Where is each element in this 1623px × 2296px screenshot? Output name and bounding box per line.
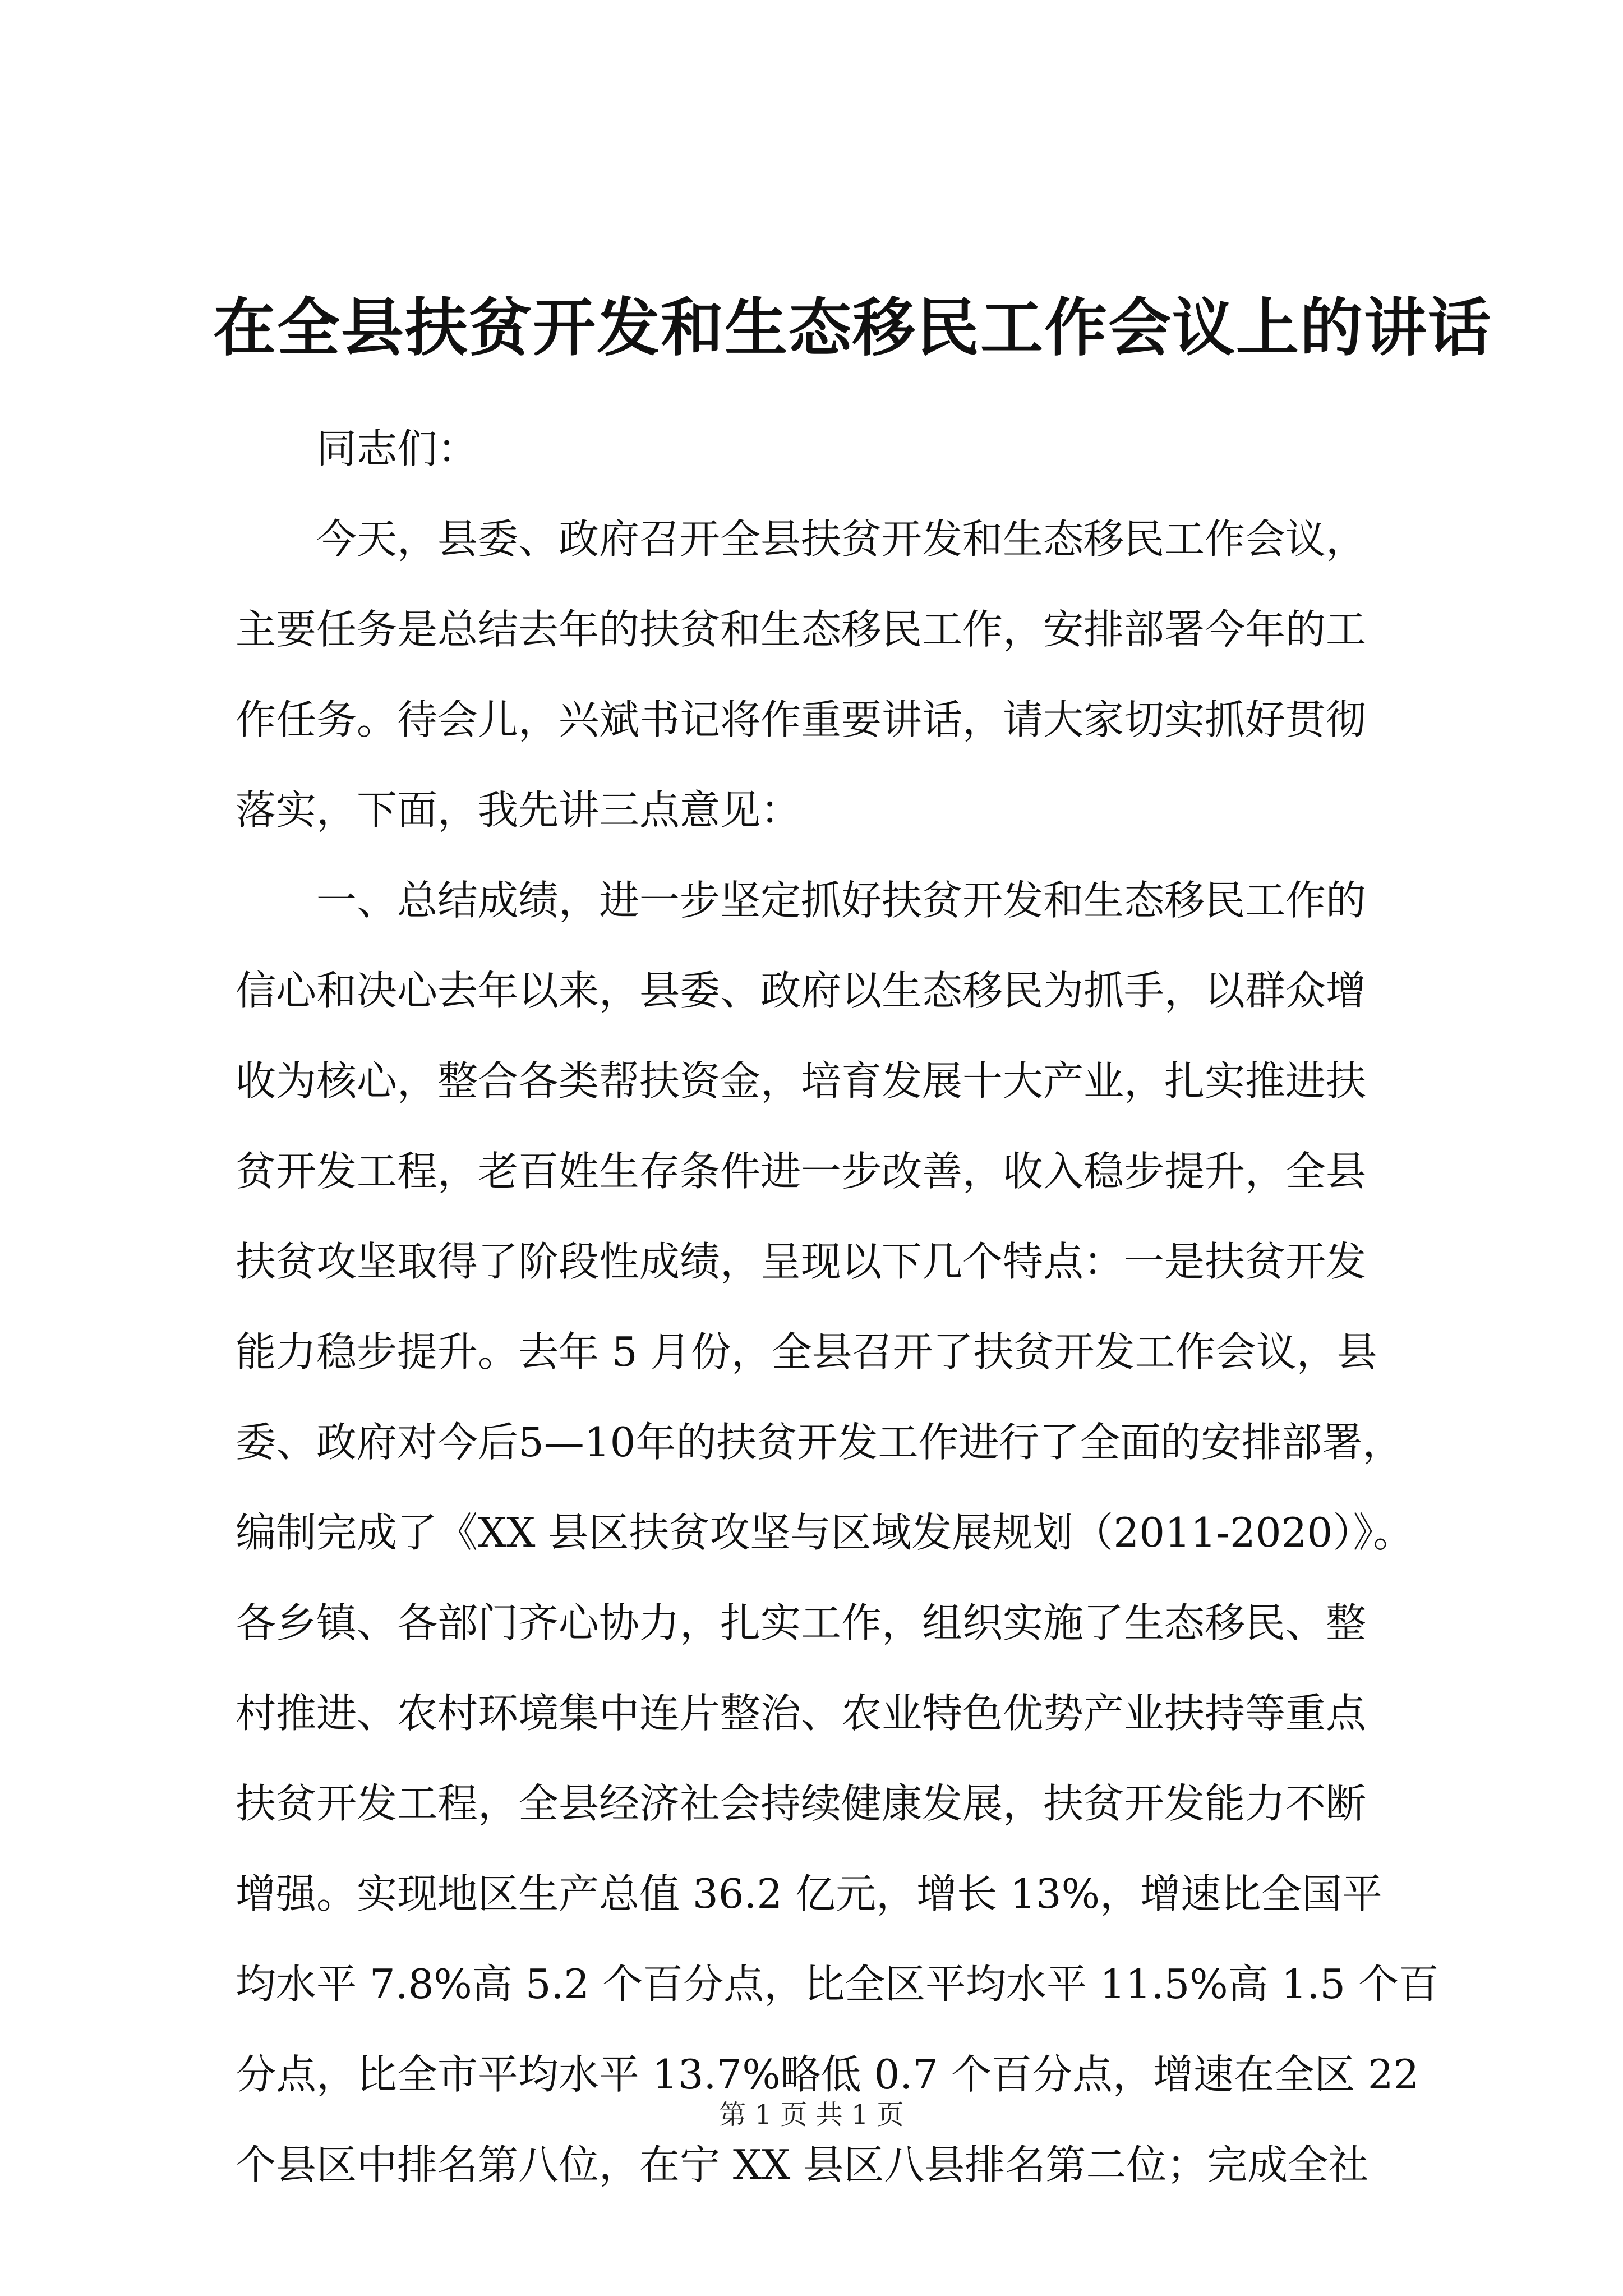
document-body: [236, 404, 1439, 2210]
text-line: 各乡镇、各部门齐心协力，扎实工作，组织实施了生态移民、整: [236, 1599, 1367, 1646]
text-line: 贫开发工程，老百姓生存条件进一步改善，收入稳步提升，全县: [236, 1148, 1367, 1195]
page-footer: 第 1 页 共 1 页: [719, 2099, 904, 2131]
text-line: 收为核心，整合各类帮扶资金，培育发展十大产业，扎实推进扶: [236, 1057, 1367, 1105]
text-line: 信心和决心去年以来，县委、政府以生态移民为抓手，以群众增: [236, 967, 1367, 1014]
text-line: 一、总结成绩，进一步坚定抓好扶贫开发和生态移民工作的: [316, 877, 1367, 924]
text-line: 落实，下面，我先讲三点意见：: [236, 786, 801, 834]
document-title: 在全县扶贫开发和生态移民工作会议上的讲话: [213, 291, 1492, 365]
text-line: 扶贫攻坚取得了阶段性成绩，呈现以下几个特点：一是扶贫开发: [236, 1238, 1367, 1285]
text-line: 均水平 7.8%高 5.2 个百分点，比全区平均水平 11.5%高 1.5 个百: [236, 1961, 1439, 2008]
text-line: 主要任务是总结去年的扶贫和生态移民工作，安排部署今年的工: [236, 606, 1367, 653]
text-line: 能力稳步提升。去年 5 月份，全县召开了扶贫开发工作会议，县: [236, 1328, 1377, 1375]
text-line: 委、政府对今后5—10年的扶贫开发工作进行了全面的安排部署，: [236, 1419, 1403, 1466]
text-line: 增强。实现地区生产总值 36.2 亿元，增长 13%，增速比全国平: [236, 1870, 1383, 1917]
text-line: 今天，县委、政府召开全县扶贫开发和生态移民工作会议，: [316, 516, 1367, 563]
text-line: 编制完成了《XX 县区扶贫攻坚与区域发展规划（2011-2020）》。: [236, 1509, 1414, 1556]
text-line: 村推进、农村环境集中连片整治、农业特色优势产业扶持等重点: [236, 1690, 1367, 1737]
text-line: 扶贫开发工程，全县经济社会持续健康发展，扶贫开发能力不断: [236, 1780, 1367, 1827]
text-line: 分点，比全市平均水平 13.7%略低 0.7 个百分点，增速在全区 22: [236, 2051, 1419, 2098]
text-line: 个县区中排名第八位，在宁 XX 县区八县排名第二位；完成全社: [236, 2141, 1369, 2188]
text-line: 作任务。待会儿，兴斌书记将作重要讲话，请大家切实抓好贯彻: [236, 696, 1367, 743]
text-line: 同志们：: [316, 425, 478, 472]
